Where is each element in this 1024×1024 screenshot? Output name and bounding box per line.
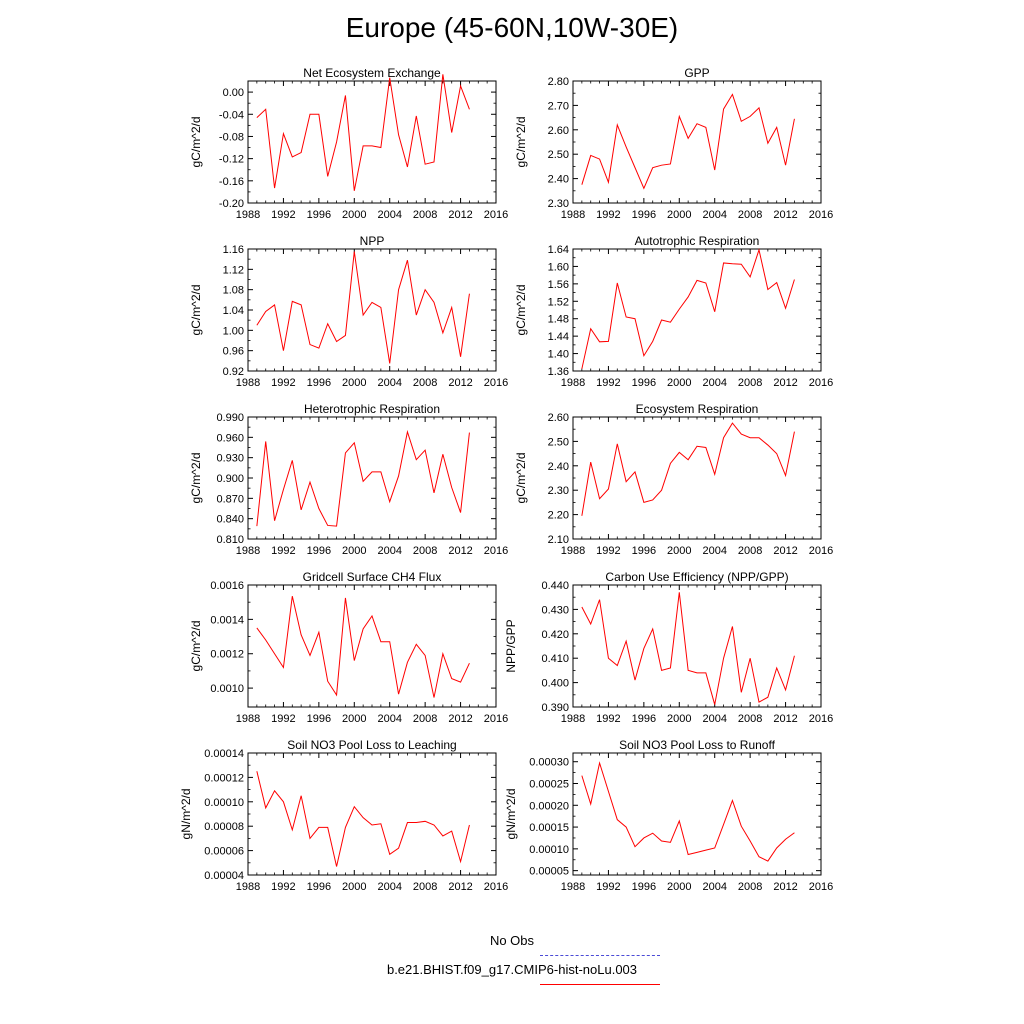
y-tick-label: 2.60	[547, 124, 569, 137]
x-tick-label: 2008	[412, 713, 438, 725]
y-tick-label: -0.16	[218, 175, 244, 188]
x-tick-label: 1988	[235, 209, 261, 221]
x-tick-label: 2004	[377, 881, 402, 893]
y-tick-label: 2.10	[547, 534, 569, 546]
x-tick-label: 2008	[412, 881, 438, 893]
x-tick-label: 2000	[667, 377, 692, 389]
y-tick-label: 1.04	[222, 305, 244, 317]
x-tick-label: 2008	[412, 377, 438, 389]
x-tick-label: 1996	[306, 713, 332, 725]
x-tick-label: 1996	[631, 377, 657, 389]
y-tick-label: 2.70	[547, 100, 569, 113]
x-tick-label: 2016	[808, 377, 834, 389]
y-tick-label: 1.52	[547, 296, 569, 309]
y-tick-label: 0.960	[216, 432, 244, 445]
y-tick-label: 1.64	[547, 244, 569, 256]
y-tick-label: 1.16	[222, 244, 244, 256]
chart-panel	[514, 234, 833, 389]
y-tick-label: 2.40	[547, 460, 569, 473]
chart-panel	[189, 66, 508, 221]
y-tick-label: 0.410	[541, 653, 569, 666]
chart-panel	[189, 234, 508, 389]
y-tick-label: 1.36	[547, 366, 569, 378]
x-tick-label: 1992	[596, 713, 621, 725]
y-tick-label: 0.0016	[210, 580, 244, 592]
y-axis-label: gN/m^2/d	[504, 788, 518, 840]
y-axis-label: NPP/GPP	[504, 619, 518, 673]
x-tick-label: 1996	[306, 545, 332, 557]
x-tick-label: 2000	[342, 713, 367, 725]
y-axis-label: gN/m^2/d	[179, 788, 193, 840]
x-tick-label: 1988	[235, 713, 261, 725]
x-tick-label: 1992	[271, 377, 296, 389]
x-tick-label: 2004	[702, 545, 727, 557]
y-axis-label: gC/m^2/d	[189, 116, 203, 168]
y-tick-label: 0.00012	[204, 772, 244, 785]
x-tick-label: 2008	[412, 209, 438, 221]
series-line	[257, 596, 470, 697]
x-tick-label: 2000	[667, 713, 692, 725]
x-tick-label: 2004	[702, 377, 727, 389]
chart-panel	[504, 738, 833, 893]
y-tick-label: 0.0012	[210, 648, 244, 661]
y-tick-label: 0.00008	[204, 821, 244, 834]
x-tick-label: 2012	[773, 209, 798, 221]
y-tick-label: 0.390	[541, 702, 569, 714]
x-tick-label: 1996	[631, 545, 657, 557]
y-axis-label: gC/m^2/d	[514, 284, 528, 336]
y-tick-label: 0.900	[216, 473, 244, 485]
plot-frame	[573, 81, 821, 203]
chart-panel	[504, 570, 833, 725]
y-tick-label: 2.80	[547, 76, 569, 88]
y-tick-label: 0.00025	[529, 778, 569, 791]
y-tick-label: 2.40	[547, 173, 569, 186]
y-tick-label: 1.08	[222, 284, 244, 297]
y-axis-label: gC/m^2/d	[514, 452, 528, 504]
y-tick-label: 0.930	[216, 452, 244, 465]
chart-title: Ecosystem Respiration	[635, 402, 759, 416]
x-tick-label: 2016	[808, 713, 834, 725]
x-tick-label: 1988	[560, 377, 586, 389]
x-tick-label: 2000	[667, 545, 692, 557]
chart-panel	[514, 66, 833, 221]
chart-panel	[189, 570, 508, 725]
x-tick-label: 2008	[737, 377, 763, 389]
y-tick-label: 0.00010	[529, 843, 569, 856]
x-tick-label: 2012	[448, 713, 473, 725]
y-axis-label: gC/m^2/d	[189, 620, 203, 672]
y-tick-label: 2.60	[547, 412, 569, 424]
y-tick-label: 0.870	[216, 493, 244, 506]
y-tick-label: 1.48	[547, 313, 569, 326]
x-tick-label: 2000	[342, 377, 367, 389]
figure-title: Europe (45-60N,10W-30E)	[345, 12, 679, 43]
x-tick-label: 1996	[631, 209, 657, 221]
y-tick-label: 0.400	[541, 677, 569, 690]
x-tick-label: 1996	[306, 881, 332, 893]
chart-title: Soil NO3 Pool Loss to Runoff	[619, 738, 775, 752]
x-tick-label: 2004	[702, 209, 727, 221]
y-tick-label: -0.12	[218, 153, 244, 166]
chart-title: Heterotrophic Respiration	[303, 402, 441, 416]
y-axis-label: gC/m^2/d	[514, 116, 528, 168]
x-tick-label: 2012	[448, 881, 473, 893]
y-tick-label: -0.08	[218, 131, 244, 144]
x-tick-label: 1988	[560, 713, 586, 725]
x-tick-label: 2016	[483, 545, 509, 557]
plot-frame	[248, 417, 496, 539]
x-tick-label: 1996	[631, 713, 657, 725]
x-tick-label: 2004	[377, 545, 402, 557]
y-tick-label: 0.96	[222, 345, 244, 358]
chart-panel	[189, 402, 508, 557]
x-tick-label: 2008	[737, 881, 763, 893]
y-tick-label: 2.20	[547, 509, 569, 522]
series-line	[582, 94, 795, 188]
chart-title: GPP	[684, 66, 710, 80]
y-tick-label: 1.40	[547, 348, 569, 361]
y-tick-label: -0.04	[218, 109, 244, 122]
y-tick-label: 0.00015	[529, 822, 569, 835]
x-tick-label: 2012	[773, 545, 798, 557]
series-line	[582, 423, 795, 516]
y-tick-label: 1.12	[222, 264, 244, 277]
y-tick-label: 0.92	[222, 366, 244, 378]
chart-panel	[514, 402, 833, 557]
series-line	[257, 771, 470, 866]
x-tick-label: 1992	[271, 545, 296, 557]
y-tick-label: 1.56	[547, 278, 569, 291]
series-line	[582, 250, 795, 369]
x-tick-label: 2016	[483, 209, 509, 221]
x-tick-label: 2008	[737, 545, 763, 557]
y-tick-label: 2.50	[547, 436, 569, 449]
series-line	[257, 74, 470, 190]
plot-frame	[573, 249, 821, 371]
x-tick-label: 1996	[306, 209, 332, 221]
y-tick-label: 0.00020	[529, 800, 569, 813]
y-tick-label: 0.00004	[204, 870, 244, 882]
x-tick-label: 2008	[737, 209, 763, 221]
x-tick-label: 2012	[773, 713, 798, 725]
legend-run-line	[540, 984, 660, 985]
x-tick-label: 2004	[377, 713, 402, 725]
y-tick-label: -0.20	[218, 198, 244, 210]
chart-title: NPP	[359, 234, 385, 248]
x-tick-label: 2016	[483, 713, 509, 725]
x-tick-label: 2004	[702, 881, 727, 893]
y-tick-label: 0.00005	[529, 865, 569, 878]
x-tick-label: 1992	[596, 881, 621, 893]
y-tick-label: 1.60	[547, 261, 569, 274]
y-tick-label: 2.30	[547, 198, 569, 210]
x-tick-label: 1992	[596, 377, 621, 389]
plot-frame	[248, 585, 496, 707]
x-tick-label: 2000	[342, 881, 367, 893]
y-tick-label: 0.0014	[210, 614, 244, 627]
x-tick-label: 2000	[667, 881, 692, 893]
legend-obs-label: No Obs	[489, 933, 535, 948]
x-tick-label: 2004	[377, 209, 402, 221]
series-line	[582, 592, 795, 704]
y-axis-label: gC/m^2/d	[189, 284, 203, 336]
y-tick-label: 0.430	[541, 604, 569, 617]
chart-title: Net Ecosystem Exchange	[303, 66, 441, 80]
x-tick-label: 2012	[448, 209, 473, 221]
x-tick-label: 2016	[808, 209, 834, 221]
x-tick-label: 2012	[773, 881, 798, 893]
x-tick-label: 1988	[560, 545, 586, 557]
chart-title: Soil NO3 Pool Loss to Leaching	[287, 738, 457, 752]
x-tick-label: 2008	[412, 545, 438, 557]
y-tick-label: 0.840	[216, 513, 244, 526]
y-tick-label: 0.00	[222, 87, 244, 100]
y-tick-label: 1.00	[222, 325, 244, 338]
chart-title: Carbon Use Efficiency (NPP/GPP)	[605, 570, 789, 584]
x-tick-label: 2004	[702, 713, 727, 725]
x-tick-label: 1988	[560, 881, 586, 893]
x-tick-label: 1988	[235, 545, 261, 557]
y-tick-label: 0.990	[216, 412, 244, 424]
series-line	[582, 763, 795, 861]
x-tick-label: 1992	[271, 713, 296, 725]
x-tick-label: 2000	[342, 545, 367, 557]
y-tick-label: 0.810	[216, 534, 244, 546]
x-tick-label: 1988	[560, 209, 586, 221]
chart-panel	[179, 738, 508, 893]
y-tick-label: 0.00030	[529, 756, 569, 769]
x-tick-label: 2016	[483, 881, 509, 893]
plot-frame	[248, 81, 496, 203]
x-tick-label: 2012	[773, 377, 798, 389]
series-line	[257, 432, 470, 526]
x-tick-label: 2004	[377, 377, 402, 389]
x-tick-label: 2016	[483, 377, 509, 389]
x-tick-label: 2000	[342, 209, 367, 221]
x-tick-label: 1992	[596, 545, 621, 557]
y-tick-label: 0.0010	[210, 683, 244, 696]
x-tick-label: 1992	[271, 881, 296, 893]
chart-title: Gridcell Surface CH4 Flux	[302, 570, 442, 584]
y-tick-label: 0.420	[541, 628, 569, 641]
y-tick-label: 2.30	[547, 485, 569, 498]
y-axis-label: gC/m^2/d	[189, 452, 203, 504]
x-tick-label: 2016	[808, 881, 834, 893]
y-tick-label: 0.00014	[204, 748, 244, 760]
x-tick-label: 2016	[808, 545, 834, 557]
x-tick-label: 1992	[271, 209, 296, 221]
x-tick-label: 2012	[448, 377, 473, 389]
x-tick-label: 2008	[737, 713, 763, 725]
series-line	[257, 252, 470, 364]
x-tick-label: 1996	[306, 377, 332, 389]
x-tick-label: 1996	[631, 881, 657, 893]
legend-obs-line	[540, 955, 660, 956]
plot-frame	[573, 753, 821, 875]
y-tick-label: 0.00010	[204, 796, 244, 809]
y-tick-label: 0.440	[541, 580, 569, 592]
plot-frame	[248, 249, 496, 371]
legend-run-label: b.e21.BHIST.f09_g17.CMIP6-hist-noLu.003	[386, 962, 638, 977]
x-tick-label: 2000	[667, 209, 692, 221]
x-tick-label: 1988	[235, 881, 261, 893]
y-tick-label: 2.50	[547, 149, 569, 162]
x-tick-label: 2012	[448, 545, 473, 557]
plot-frame	[573, 585, 821, 707]
x-tick-label: 1988	[235, 377, 261, 389]
y-tick-label: 0.00006	[204, 845, 244, 858]
chart-title: Autotrophic Respiration	[634, 234, 760, 248]
y-tick-label: 1.44	[547, 331, 569, 344]
x-tick-label: 1992	[596, 209, 621, 221]
